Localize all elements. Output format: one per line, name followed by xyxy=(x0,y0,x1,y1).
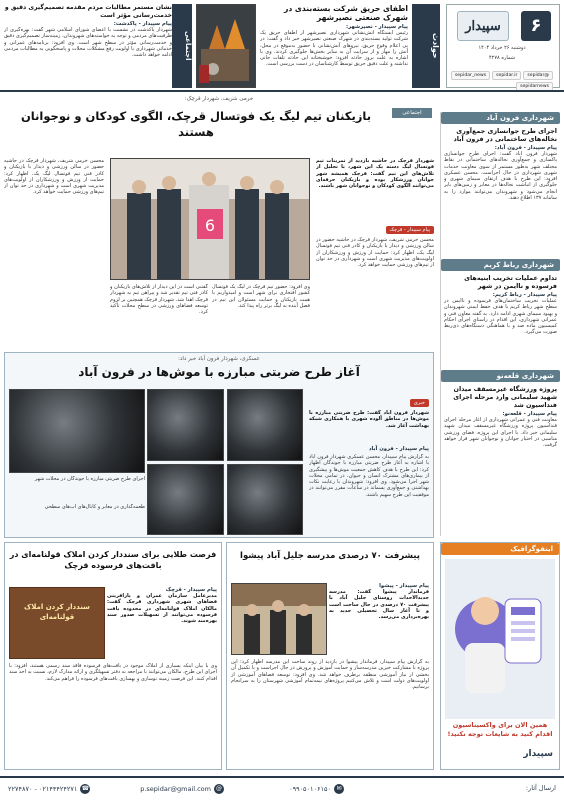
sms-icon: ✉ xyxy=(334,784,344,794)
deeds-right xyxy=(107,587,217,659)
right-column xyxy=(440,112,560,536)
mid-right-col xyxy=(309,389,429,535)
mid-photo xyxy=(227,464,304,536)
s3-body: معاونت فنی و عمرانی شهرداری از آغاز مرحله اجرای فنداسیون پروژه ورزشگاه غیرمسقف میدان شهید سلیمانی خبر داد. با اجرای این پروژه، فضای ورزشی مناسبی در اختیار جوانان و نوجوانان شهر قرار خواهد گرفت. xyxy=(444,417,557,449)
s1-byline: پیام سپیدار - فرون آباد: xyxy=(494,145,557,151)
main-body3: گفتنی است در این دیدار از تلاش‌های بازیکنان و کادر فنی تیم تقدیر شد و پیراهن تیم به شهردار قرچک اهدا شد. شهردار قرچک همچنین بر لزوم توسعه فضاهای ورزشی در سطح محلات تأکید کرد. xyxy=(110,284,208,316)
mid-left-col xyxy=(9,389,145,535)
main-kicker: خرمی شریف، شهردار قرچک: xyxy=(184,96,254,102)
main-lead: شهردار قرچک در حاشیه بازدید از تمرینات تیم فوتسال لیگ دسته یک این شهر، با تجلیل از تلاش‌های این تیم گفت: قرچک همیشه شهر جوانان ورزشکار بوده و بازیکنان حرفه‌ای می‌توانند الگوی کودکان و نوجوانان شهر باشند. xyxy=(316,158,434,190)
social-links xyxy=(449,71,553,87)
logo xyxy=(457,11,509,41)
social-vbar xyxy=(172,4,192,88)
main-right-col xyxy=(316,158,434,346)
infographic-illustration xyxy=(445,559,555,719)
s2-title: تداوم عملیات تخریب ابنیه‌های فرسوده و ناایمن در شهر xyxy=(464,274,557,290)
mid-byline: پیام سپیدار - فرون آباد xyxy=(368,446,429,452)
pishva-photo-art xyxy=(231,584,326,655)
date-line: دوشنبه ۲۶ خرداد ۱۴۰۴ xyxy=(478,45,526,51)
infographic-caption: همین الان برای واکسیناسیون اقدام کنید به شایعات توجه نکنید! xyxy=(447,721,553,738)
deeds-poster xyxy=(9,587,105,659)
section-vbar-label: حوادث xyxy=(412,4,440,88)
pishva-right xyxy=(329,583,429,655)
deeds-story xyxy=(4,542,222,770)
mid-lead: شهردار فرون آباد گفت: طرح ضربتی مبارزه با موش‌ها در مناطق آلوده شهری با همکاری شبکه بهداشت آغاز شد. xyxy=(309,410,429,429)
footer-phone[interactable] xyxy=(8,784,90,794)
fire-photo xyxy=(196,4,256,88)
mid-title: آغاز طرح ضربتی مبارزه با موش‌ها در فرون آباد xyxy=(78,365,360,379)
divider xyxy=(0,90,564,92)
mid-photo xyxy=(147,389,224,461)
pishva-body: به گزارش پیام سپیدار، فرماندار پیشوا در بازدید از روند ساخت این مدرسه اظهار کرد: این پروژه با مشارکت خیرین مدرسه‌ساز و حمایت آموزش و پرورش در حال اجراست و با تکمیل آن بخشی از نیاز آموزشی منطقه برطرف خواهد شد. وی افزود: توسعه فضاهای آموزشی از اولویت‌های دولت است و تلاش می‌کنیم پروژه‌های نیمه‌تمام آموزشی شهرستان را به سرانجام برسانیم. xyxy=(231,659,429,691)
deeds-poster-title: سند‌دار کردن املاک قولنامه‌ای xyxy=(24,603,90,621)
fire-photo-art xyxy=(196,5,255,88)
issue-line: شماره ۴۲۷۸ xyxy=(489,55,515,61)
pishva-story xyxy=(226,542,434,770)
pakdasht-byline: پیام سپیدار - پاکدشت: xyxy=(113,21,172,27)
social-link[interactable]: sepidar.ir xyxy=(492,71,521,80)
email-icon: @ xyxy=(216,785,222,792)
mid-caption1: اجرای طرح ضربتی مبارزه با جوندگان در محلات شهر xyxy=(34,476,145,482)
s1-body: شهردار فرون آباد گفت: اجرای طرح جوانسازی پاکسازی و جمع‌آوری نخاله‌های ساختمانی در نقاط مختلف شهر به‌طور مستمر از سوی معاونت خدمات شهری شهرداری در حال اجراست. محسن عسکری افزود: این طرح با هدف ارتقای سیمای شهری و جلوگیری از انباشت نخاله‌ها در معابر و زمین‌های بایر انجام می‌شود و شهروندان می‌توانند موارد را به سامانه ۱۳۷ اطلاع دهند. xyxy=(444,151,557,202)
mid-photo xyxy=(227,389,304,461)
mid-tag: خبری xyxy=(410,399,429,407)
top-strip xyxy=(0,0,564,88)
s3-title: پروژه ورزشگاه غیرمسقف میدان شهید سلیمانی وارد مرحله اجرای فنداسیون شد xyxy=(453,385,557,409)
mid-body: به گزارش پیام سپیدار، محسن عسکری شهردار فرون آباد با اشاره به آغاز طرح ضربتی مبارزه با جوندگان اظهار کرد: این طرح با هدف کاهش جمعیت موش‌ها و پیشگیری از بیماری‌های مشترک انسان و حیوان، در تمامی محلات شهر اجرا می‌شود. وی افزود: شهروندان با رعایت نکات بهداشتی و جمع‌آوری پسماند در ساعات مقرر می‌توانند در موفقیت این طرح سهیم باشند. xyxy=(309,454,429,498)
fire-title: اطفای حریق شرکت بسته‌بندی در شهرک صنعتی نصیرشهر xyxy=(284,4,408,22)
infographic-art xyxy=(445,559,555,719)
main-body-left: محسن خرمی شریف، شهردار قرچک در حاشیه حضور در سالن ورزشی و دیدار با بازیکنان و کادر فنی تیم فوتسال لیگ یک، اظهار کرد: حمایت از ورزش و ورزشکاران از اولویت‌های مدیریت شهری است و شهرداری در حد توان از تیم‌های ورزشی حمایت خواهد کرد. xyxy=(4,158,104,196)
section-label: شهرداری فرون آباد xyxy=(441,112,560,124)
main-photo xyxy=(110,158,310,280)
infographic xyxy=(440,542,560,770)
logo-text: سپیدار xyxy=(465,19,501,34)
s2-byline: پیام سپیدار - رباط کریم: xyxy=(492,292,557,298)
footer xyxy=(0,776,564,800)
pakdasht-story xyxy=(4,4,172,88)
footer-email[interactable] xyxy=(140,784,224,794)
main-body2: وی افزود: حضور تیم قرچک در لیگ یک فوتسال کشور افتخاری برای شهر است و امیدواریم با همت بازیکنان و حمایت مسئولان این تیم در فصل آینده به لیگ برتر راه پیدا کند. xyxy=(212,284,310,309)
social-link[interactable]: sepidarnews xyxy=(516,82,553,91)
s1-title: اجرای طرح جوانسازی جمع‌آوری نخاله‌های ساختمانی در فرون آباد xyxy=(453,127,557,143)
main-body-cols xyxy=(110,284,310,346)
footer-sms xyxy=(526,784,556,792)
deeds-body: وی با بیان اینکه بسیاری از املاک موجود در بافت‌های فرسوده فاقد سند رسمی هستند، افزود: با اجرای این طرح، مالکان می‌توانند با مراجعه به دفتر تسهیلگری و ارائه مدارک لازم، نسبت به اخذ سند اقدام کنند. این فرصت زمینه نوسازی و بهسازی بافت‌های فرسوده را فراهم می‌کند. xyxy=(9,663,217,682)
s3-byline: پیام سپیدار - قلعه‌نو: xyxy=(502,411,557,417)
pishva-byline: پیام سپیدار - پیشوا xyxy=(379,583,429,589)
main-label: اجتماعی xyxy=(392,108,432,118)
s2-body: عملیات تخریب ساختمان‌های فرسوده و ناایمن در سطح شهر رباط کریم با هدف حفظ ایمنی شهروندان و بهبود سیمای شهری ادامه دارد. به گفته معاون فنی و عمرانی شهرداری، این اقدام در راستای اجرای احکام کمیسیون ماده صد و با هماهنگی دستگاه‌های ذی‌ربط صورت می‌گیرد. xyxy=(444,298,557,336)
deeds-byline: پیام سپیدار - قرچک xyxy=(165,587,217,593)
fire-body: رئیس ایستگاه آتش‌نشانی شهرداری نصیرشهر از اطفای حریق یک شرکت تولید بسته‌بندی در شهرک صنعتی نصیرشهر خبر داد و گفت: در پی اعلام وقوع حریق، نیروهای آتش‌نشانی با حضور به‌موقع در محل، آتش را مهار و از سرایت آن به سایر بخش‌ها جلوگیری کردند. وی با اشاره به علت بروز حادثه افزود: خوشبختانه این حادثه تلفات جانی نداشته و علت دقیق حریق توسط کارشناسان در دست بررسی است. xyxy=(260,30,408,68)
mid-kicker: عسکری، شهردار فرون آباد خبر داد: xyxy=(178,356,260,362)
pakdasht-body: شهردار پاکدشت در نشست با اعضای شورای اسلامی شهر گفت: بهره‌گیری از ظرفیت‌های مردمی و توجه به خواسته‌های شهروندان، زمینه‌ساز تصمیم‌گیری دقیق و خدمت‌رسانی مؤثر در سطح شهر است. وی افزود: برنامه‌های عمرانی و خدماتی شهرداری با اولویت رفع مشکلات محلات و پاسخگویی به مطالبات مردمی ادامه خواهد داشت. xyxy=(4,27,172,59)
social-link[interactable]: sepidar_news xyxy=(451,71,490,80)
main-story xyxy=(4,96,434,348)
mid-photo xyxy=(147,464,224,536)
infographic-logo: سپیدار xyxy=(523,749,553,759)
deeds-title: فرصت طلایی برای سند‌دار کردن املاک قولنامه‌ای در بافت‌های فرسوده قرچک xyxy=(9,550,217,570)
social-link[interactable]: @sepidar xyxy=(523,71,553,80)
main-body1: محسن خرمی شریف، شهردار قرچک در حاشیه حضور در سالن ورزشی و دیدار با بازیکنان و کادر فنی تیم فوتسال لیگ یک، اظهار کرد: حمایت از ورزش و ورزشکاران از اولویت‌های مدیریت شهری است و شهرداری در حد توان از تیم‌های ورزشی حمایت خواهد کرد. xyxy=(316,237,434,269)
social-vbar-label: اجتماعی xyxy=(172,4,192,88)
footer-sms-number[interactable] xyxy=(289,784,344,794)
mid-photo-left xyxy=(9,389,145,473)
sms-number: ۰۹۹۰۵۰۱۰۶۱۵۰ xyxy=(289,785,331,793)
section-vbar xyxy=(412,4,440,88)
svg-text:6: 6 xyxy=(204,216,216,235)
main-title: بازیکنان تیم لیگ یک فوتسال قرچک، الگوی کودکان و نوجوانان هستند xyxy=(20,109,372,139)
mid-photo-grid xyxy=(147,389,303,535)
deeds-lead: مدیرعامل سازمان عمران و بازآفرینی فضاهای شهری شهرداری قرچک گفت: مالکان املاک قولنامه‌ای در محدوده بافت فرسوده می‌توانند از تسهیلات صدور سند بهره‌مند شوند. xyxy=(107,593,217,625)
infographic-label: اینفوگرافیک xyxy=(441,543,559,555)
pishva-photo xyxy=(231,583,327,655)
email-address: p.sepidar@gmail.com xyxy=(140,785,211,793)
section-label: شهرداری قلعه‌نو xyxy=(441,370,560,382)
pishva-title: پیشرفت ۷۰ درصدی مدرسه جلیل آباد پیشوا xyxy=(240,551,420,561)
pishva-lead: فرماندار پیشوا گفت: مدرسه جدیدالاحداث روستای جلیل آباد با پیشرفت ۷۰ درصدی در حال ساخت است و تا آغاز سال تحصیلی جدید به بهره‌برداری می‌رسد. xyxy=(329,589,429,621)
fire-story xyxy=(260,4,408,88)
section-label: شهرداری رباط کریم xyxy=(441,259,560,271)
mid-caption2: طعمه‌گذاری در معابر و کانال‌های آب‌های سطحی xyxy=(44,504,145,510)
pakdasht-title: نشان مستمر مطالبات مردم مقدمه تصمیم‌گیری دقیق و خدمت‌رسانی مؤثر است xyxy=(4,4,172,19)
main-byline: پیام سپیدار - قرچک xyxy=(386,226,434,234)
main-photo-art xyxy=(110,159,309,280)
mid-story xyxy=(4,352,434,538)
phone-icon: ☎ xyxy=(81,785,90,792)
footer-sms-label: ارسال آثار: xyxy=(525,784,556,792)
page-number: ۶ xyxy=(521,11,551,41)
main-left-col xyxy=(4,158,104,346)
phone-number: ۰۲۱۴۴۴۲۴۲۷۱ - ۲۲۷۴۸۷۰ xyxy=(8,785,78,793)
fire-byline: پیام سپیدار - نصیرشهر: xyxy=(346,24,408,30)
masthead xyxy=(446,4,560,88)
